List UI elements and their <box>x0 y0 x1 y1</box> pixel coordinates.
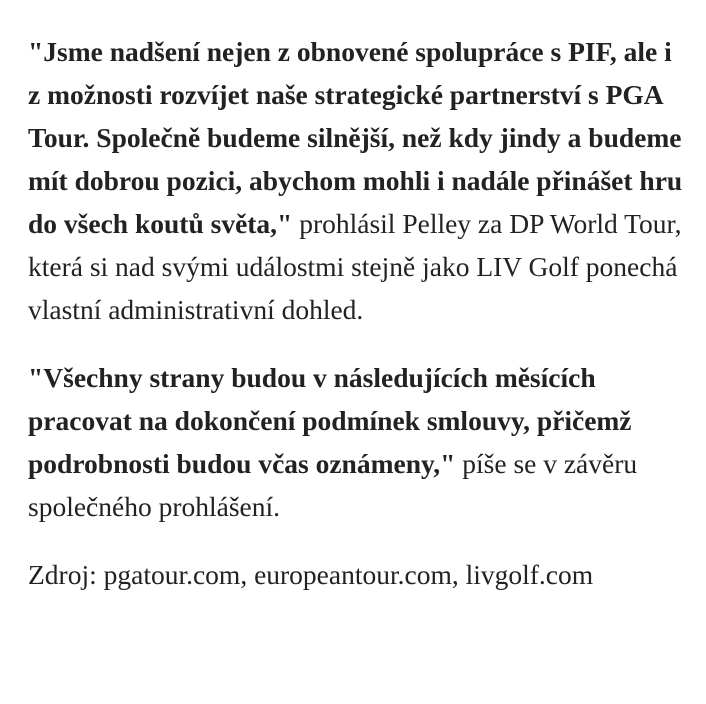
attribution-text: prohlásil Pelley za DP World Tour, která si nad svými událostmi stejně jako LIV Golf ponechá vlastní administrativní dohled. <box>28 208 682 325</box>
quote-paragraph-pelley <box>28 30 686 331</box>
source-paragraph <box>28 553 686 596</box>
quote-text: "Jsme nadšení nejen z obnovené spolupráce s PIF, ale i z možnosti rozvíjet naše strategické partnerství s PGA Tour. Společně budeme silnější, než kdy jindy a budeme mít dobrou pozici, abychom mohli i nadále přinášet hru do všech koutů světa," <box>28 36 683 239</box>
quote-text: "Všechny strany budou v následujících měsících pracovat na dokončení podmínek smlouvy, přičemž podrobnosti budou včas oznámeny," <box>28 362 632 479</box>
source-text: Zdroj: pgatour.com, europeantour.com, livgolf.com <box>28 559 594 590</box>
quote-paragraph-statement <box>28 356 686 528</box>
attribution-text: píše se v závěru společného prohlášení. <box>28 448 638 522</box>
article-body <box>28 30 686 596</box>
